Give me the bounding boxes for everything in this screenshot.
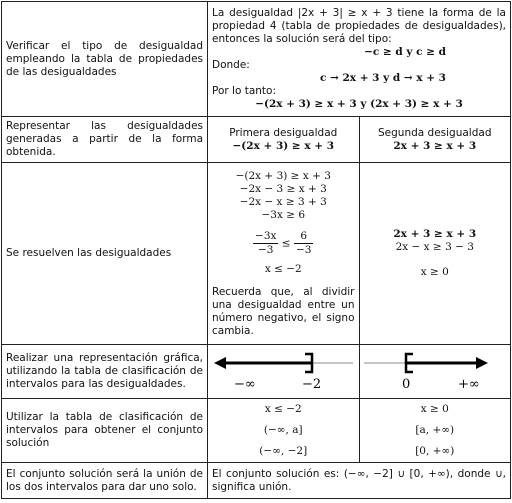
mapping-expression: c → 2x + 3 y d → x + 3	[319, 72, 446, 84]
second-inequality-expr: 2x + 3 ≥ x + 3	[393, 139, 477, 152]
first-inequality-cell	[208, 117, 360, 163]
step-label: Verificar el tipo de desigualdad empleando la tabla de propiedades de las desigualdades	[2, 2, 208, 117]
table-row	[2, 2, 511, 117]
step-label: Representar las desigualdades generadas a partir de la forma obtenida.	[2, 117, 208, 163]
first-interval-cell	[208, 399, 360, 463]
intro-text: La desigualdad |2x + 3| ≥ x + 3 tiene la forma de la propiedad 4 (tabla de propiedades de desigualdades), entonces la solución será del tipo:	[212, 7, 506, 45]
second-interval-cell	[359, 399, 511, 463]
interval-line: (−∞, a]	[263, 424, 303, 436]
second-inequality-cell	[359, 117, 511, 163]
step-label: Realizar una representación gráfica, utilizando la tabla de clasificación de intervalos para las desigualdades.	[2, 345, 208, 399]
table-row	[2, 399, 511, 463]
first-number-line-cell	[208, 345, 360, 399]
second-number-line	[360, 346, 492, 394]
table-row	[2, 463, 511, 499]
fraction-relation: ≤	[281, 237, 291, 249]
first-result: x ≤ −2	[264, 262, 302, 275]
second-step: 2x − x ≥ 3 − 3	[395, 241, 474, 253]
conclusion-text: El conjunto solución es: (−∞, −2] ∪ [0, +∞), donde ∪, significa unión.	[208, 463, 511, 499]
first-number-line	[208, 346, 358, 394]
table-row	[2, 163, 511, 345]
step-label: Utilizar la tabla de clasificación de intervalos para obtener el conjunto solución	[2, 399, 208, 463]
step-label: Se resuelven las desigualdades	[2, 163, 208, 345]
interval-line: [a, +∞)	[415, 424, 455, 436]
donde-label: Donde:	[212, 59, 250, 71]
pos-infinity-label: +∞	[457, 376, 480, 392]
first-step: −(2x + 3) ≥ x + 3	[235, 169, 331, 182]
second-inequality-title: Segunda desigualdad	[378, 126, 492, 139]
result-expression: −(2x + 3) ≥ x + 3 y (2x + 3) ≥ x + 3	[255, 98, 463, 110]
table-row	[2, 117, 511, 163]
fraction-left: $\frac{-3x}{-3}$	[255, 229, 277, 256]
division-note: Recuerda que, al dividir una desigualdad entre un número negativo, el signo cambia.	[212, 285, 355, 337]
minus-two-label: −2	[302, 376, 322, 392]
table-row	[2, 345, 511, 399]
right-arrow-icon	[476, 357, 488, 369]
inequality-form: −c ≥ d y c ≥ d	[364, 46, 446, 58]
second-number-line-cell	[359, 345, 511, 399]
interval-line: (−∞, −2]	[259, 445, 308, 457]
second-result: x ≥ 0	[420, 266, 449, 278]
first-step: −2x − 3 ≥ x + 3	[239, 182, 327, 195]
por-lo-tanto-label: Por lo tanto:	[212, 85, 276, 97]
solution-table	[1, 1, 511, 499]
neg-infinity-label: −∞	[234, 376, 256, 392]
fraction-step	[212, 230, 355, 257]
first-inequality-title: Primera desigualdad	[229, 126, 338, 139]
interval-line: [0, +∞)	[415, 445, 455, 457]
second-solution-cell	[359, 163, 511, 345]
second-step: 2x + 3 ≥ x + 3	[393, 228, 477, 240]
interval-line: x ≤ −2	[264, 403, 302, 415]
first-inequality-expr: −(2x + 3) ≥ x + 3	[232, 139, 334, 152]
first-solution-cell	[208, 163, 360, 345]
interval-line: x ≥ 0	[420, 403, 449, 415]
step-label: El conjunto solución será la unión de los dos intervalos para dar uno solo.	[2, 463, 208, 499]
zero-label: 0	[401, 376, 410, 392]
fraction-right: $\frac{6}{-3}$	[295, 229, 312, 256]
first-step: −2x − x ≥ 3 + 3	[239, 195, 327, 208]
first-step: −3x ≥ 6	[261, 208, 306, 221]
left-arrow-icon	[214, 357, 226, 369]
step-content	[208, 2, 511, 117]
